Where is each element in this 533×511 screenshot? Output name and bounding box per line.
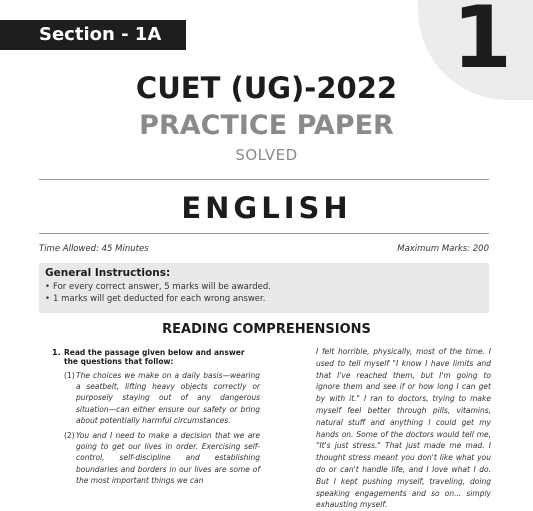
divider-top (39, 179, 489, 180)
instruction-item (45, 293, 483, 305)
bullet-icon: • (45, 282, 51, 292)
passage-paragraph (52, 370, 260, 426)
question-column (52, 348, 260, 486)
question-prompt: Read the passage given below and answer the questions that follow: (64, 348, 245, 366)
passage-paragraph (52, 430, 260, 486)
paragraph-number: (2) (64, 431, 75, 441)
maximum-marks: Maximum Marks: 200 (397, 244, 489, 254)
chapter-number: 1 (452, 0, 512, 88)
exam-title: CUET (UG)-2022 (135, 71, 398, 105)
paragraph-text: You and I need to make a decision that we are going to get our lives in order. Exercising self-control, self-discipline and establishing boundaries and borders in our lives are some of the most important things we can (76, 431, 260, 485)
instruction-text: For every correct answer, 5 marks will be awarded. (53, 282, 271, 292)
passage-continued-text: I felt horrible, physically, most of the time. I used to tell myself "I know I have limits and that I've reached them, but I'm going to ignore them and see if or how long I can get by with it." I ran to doctors, trying to make myself feel better through pills, vitamins, natural stuff and anything I could get my hands on. Some of the doctors would tell me, "It's just stress." That just made me mad. I thought stress meant you don't like what you do or can't handle life, and I love what I do. But I kept pushing myself, traveling, doing speaking engagements and so on... simply exhausting myself. (316, 347, 491, 510)
instruction-text: 1 marks will get deducted for each wrong answer. (53, 294, 266, 304)
subject-title: ENGLISH (181, 191, 352, 225)
general-instructions-box (39, 263, 489, 313)
question (52, 348, 260, 366)
paragraph-text: The choices we make on a daily basis—wearing a seatbelt, lifting heavy objects correctly or purposely staying out of any dangerous situation—can either ensure our safety or bring about potentially harmful circumstances. (76, 371, 260, 425)
time-allowed: Time Allowed: 45 Minutes (39, 244, 149, 254)
section-heading: READING COMPREHENSIONS (162, 322, 371, 337)
paper-title: PRACTICE PAPER (139, 110, 394, 141)
bullet-icon: • (45, 294, 51, 304)
question-number: 1. (52, 348, 61, 357)
instructions-heading: General Instructions: (45, 267, 171, 279)
paragraph-number: (1) (64, 371, 75, 380)
instruction-item (45, 281, 483, 293)
paper-status: SOLVED (235, 146, 298, 164)
divider-bottom (39, 233, 489, 234)
section-banner: Section - 1A (0, 20, 186, 50)
